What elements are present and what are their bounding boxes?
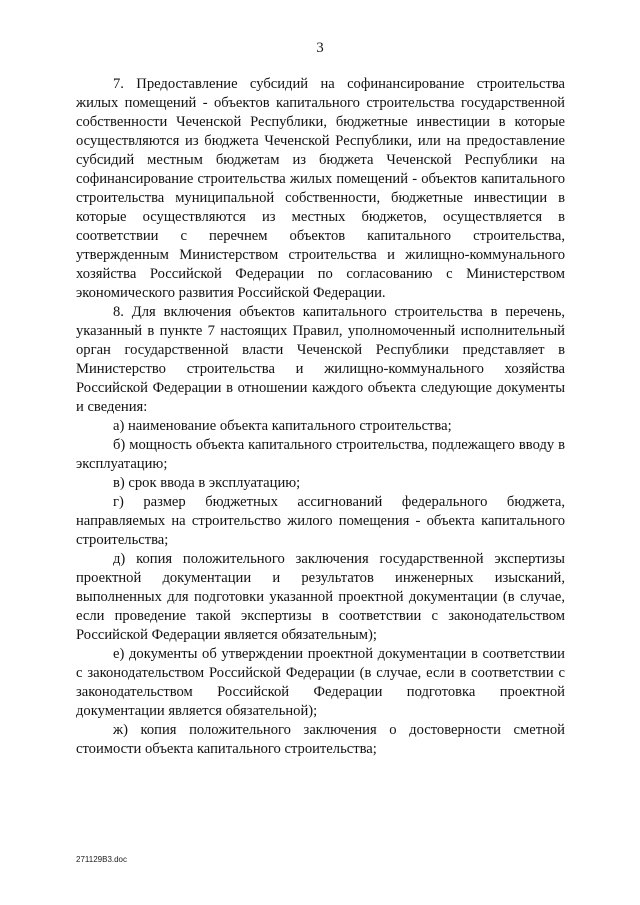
list-item-a: а) наименование объекта капитального строительства; bbox=[113, 418, 452, 434]
list-item-b: б) мощность объекта капитального строительства, подлежащего вводу в эксплуатацию; bbox=[76, 437, 565, 472]
page-number: 3 bbox=[316, 40, 324, 56]
list-item-zh: ж) копия положительного заключения о достоверности сметной стоимости объекта капитального строительства; bbox=[76, 722, 565, 757]
paragraph-7: 7. Предоставление субсидий на софинансирование строительства жилых помещений - объектов капитального строительства государственной собственности Чеченской Республики, бюджетные инвестиции в которые осуществляются из бюджета Чеченской Республики, или на предоставление субсидий местным бюджетам из бюджета Чеченской Республики на софинансирование строительства жилых помещений - объектов капитального строительства муниципальной собственности, бюджетные инвестиции в которые осуществляются из местных бюджетов, осуществляется в соответствии с перечнем объектов капитального строительства, утвержденным Министерством строительства и жилищно-коммунального хозяйства Российской Федерации по согласованию с Министерством экономического развития Российской Федерации. bbox=[76, 76, 565, 301]
list-item-g: г) размер бюджетных ассигнований федерального бюджета, направляемых на строительство жилого помещения - объекта капитального строительства; bbox=[76, 494, 565, 548]
document-body bbox=[76, 75, 565, 759]
paragraph-8: 8. Для включения объектов капитального строительства в перечень, указанный в пункте 7 настоящих Правил, уполномоченный исполнительный орган государственной власти Чеченской Республики представляет в Министерство строительства и жилищно-коммунального хозяйства Российской Федерации в отношении каждого объекта следующие документы и сведения: bbox=[76, 304, 565, 415]
list-item-e: е) документы об утверждении проектной документации в соответствии с законодательством Российской Федерации (в случае, если в соответствии с законодательством Российской Федерации подготовка проектной документации является обязательной); bbox=[76, 646, 565, 719]
list-item-v: в) срок ввода в эксплуатацию; bbox=[113, 475, 301, 491]
footer-filename: 271129B3.doc bbox=[76, 855, 128, 864]
list-item-d: д) копия положительного заключения государственной экспертизы проектной документации и результатов инженерных изысканий, выполненных для подготовки указанной проектной документации (в случае, если проведение такой экспертизы в соответствии с законодательством Российской Федерации является обязательным); bbox=[76, 551, 565, 643]
